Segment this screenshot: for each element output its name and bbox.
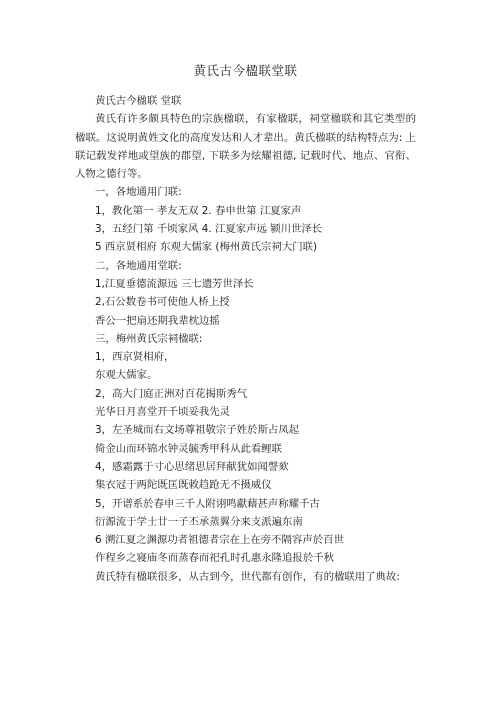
section-heading: 三，梅州黄氏宗祠楹联: — [95, 332, 203, 345]
intro-paragraph: 黄氏有许多颇具特色的宗族楹联，有家楹联，祠堂楹联和其它类型的楹联。这说明黄姓文化的高度发达和人才辈出。黄氏楹联的结构特点为: 上联记载发祥地或望族的郡望, 下联多为炫耀祖德, 记载时代、地点、官衔、人物之德行等。 — [75, 113, 416, 181]
couplet-line: 香公一把扇还期我辈枕边摇 — [95, 314, 220, 327]
section-heading: 一，各地通用门联: — [95, 186, 182, 199]
document-body — [75, 92, 416, 586]
couplet-line: 2，高大门庭正洲对百花揭斯秀气 — [95, 387, 248, 400]
section-heading: 二，各地通用堂联: — [95, 259, 182, 272]
couplet-line: 2,石公数卷书可使他人桥上授 — [95, 296, 230, 309]
closing-paragraph: 黄氏特有楹联很多，从古到今，世代都有创作，有的楹联用了典故: — [95, 570, 400, 583]
subtitle: 黄氏古今楹联 堂联 — [95, 95, 182, 107]
couplet-line: 衍源流于学士廿一子丕承蒸翼分来支派遍东南 — [95, 515, 303, 528]
couplet-line: 5，开谱系於春申三千人附诩鸣獻藉甚声称耀千古 — [95, 497, 320, 510]
couplet-line: 3，左圣城而右文场尊祖敬宗子姓於斯占凤起 — [95, 424, 300, 437]
couplet-line: 5 西京贤相府 东观大儒家 (梅州黄氏宗祠大门联) — [95, 241, 318, 254]
document-title: 黄氏古今楹联堂联 — [193, 63, 298, 78]
couplet-line: 3，五经门第 千顷家风 4. 江夏家声远 颍川世泽长 — [95, 223, 323, 236]
couplet-line: 1，教化第一 孝友无双 2. 春申世第 江夏家声 — [95, 204, 302, 217]
couplet-line: 4，感霜露于寸心思绪思居拜献犹如闻謦欬 — [95, 460, 289, 473]
couplet-line: 1,江夏垂德流源远 三七遗芳世泽长 — [95, 277, 254, 290]
couplet-line: 集衣冠于两陀既匡既敕趋跄无不摄威仪 — [95, 479, 272, 492]
couplet-line: 作程乡之寝庙冬而蒸春而祀孔时孔惠永隆追报於千秋 — [95, 552, 334, 565]
couplet-line: 倚金山而环锦水钟灵毓秀甲科从此看鲤联 — [95, 442, 283, 455]
couplet-line: 东观大儒家。 — [95, 369, 158, 382]
couplet-line: 6 溯江夏之渊源功者祖德者宗在上在旁不隔容声於百世 — [95, 534, 344, 547]
couplet-line: 光华日月喜堂开千顷妥我先灵 — [95, 406, 231, 419]
couplet-line: 1，西京贤相府， — [95, 351, 175, 364]
